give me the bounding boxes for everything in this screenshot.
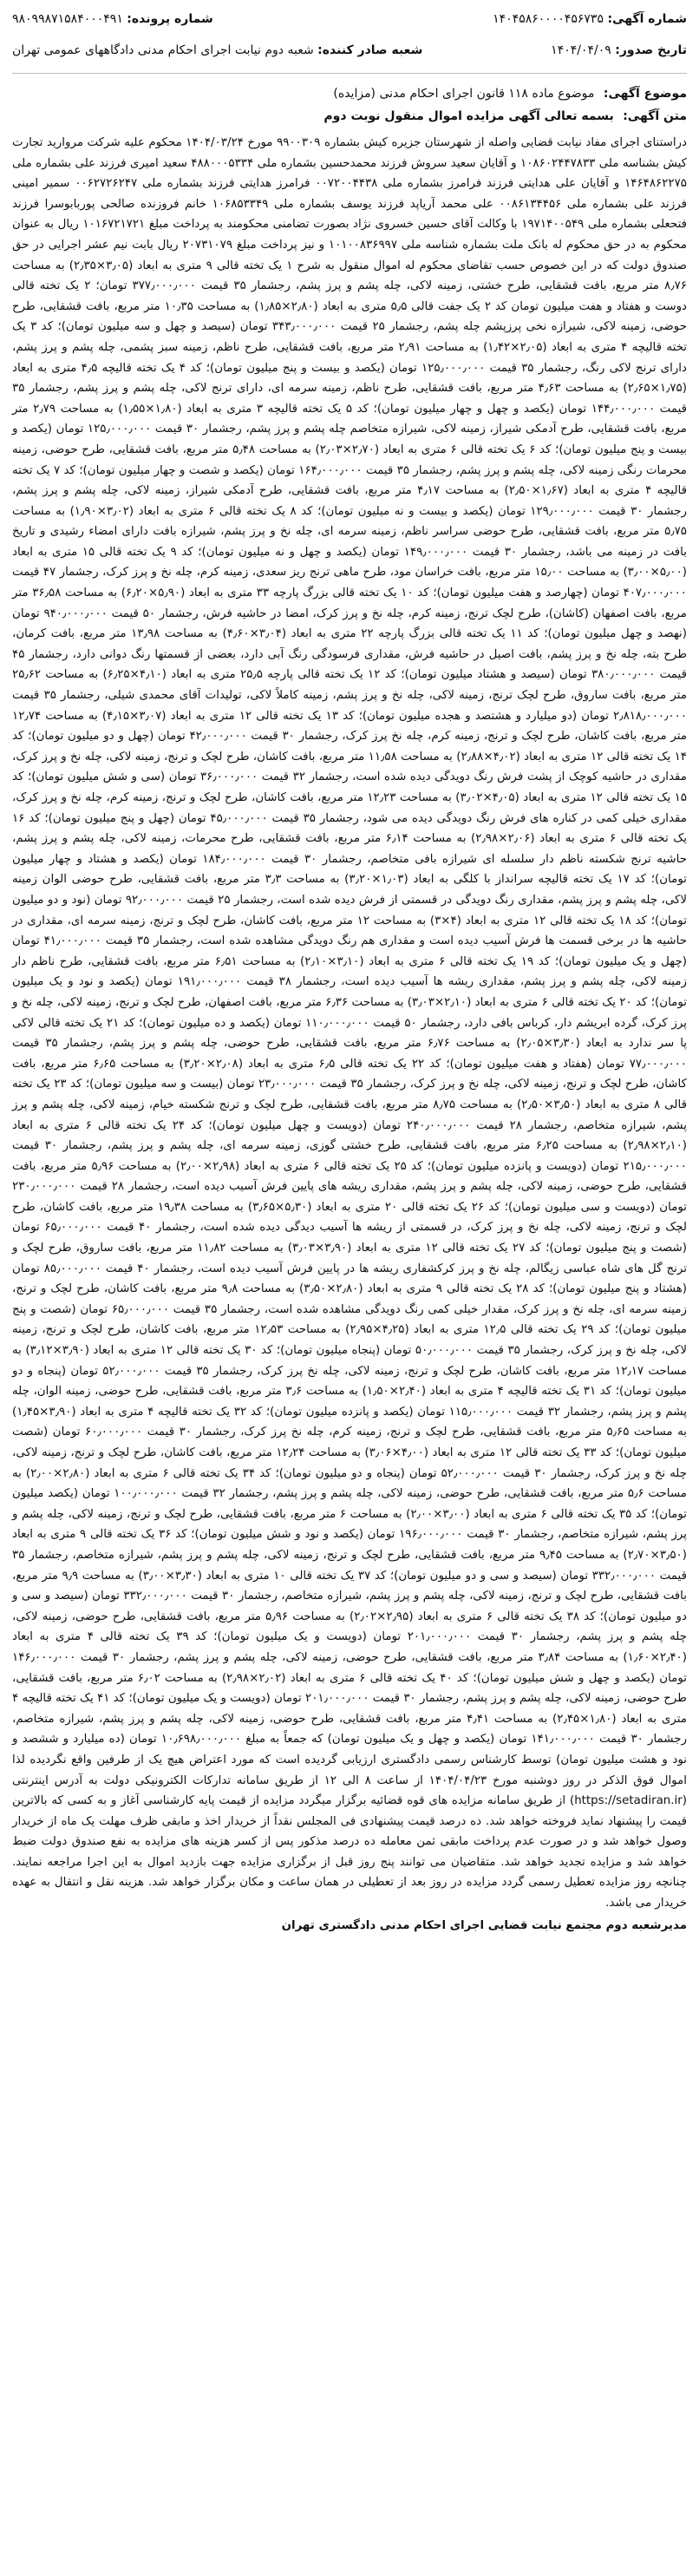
issuing-branch-label: شعبه صادر کننده: — [317, 43, 423, 57]
case-number-label: شماره پرونده: — [127, 12, 213, 26]
notice-number-label: شماره آگهی: — [607, 12, 687, 26]
notice-number-row — [493, 12, 687, 26]
subject-label: موضوع آگهی: — [603, 87, 687, 101]
notice-title: بسمه تعالی آگهی مزایده اموال منقول نوبت دوم — [323, 109, 614, 123]
notice-meta — [12, 82, 687, 128]
notice-body: دراستنای اجرای مفاد نیابت قضایی واصله از شهرستان جزیره کیش بشماره ۹۹۰۰۳۰۹ مورخ ۱۴۰۴/۰۳/۲۴ محکوم علیه شرکت مروارید تجارت کیش بشناسه ملی ۱۰۸۶۰۲۴۴۷۸۳۳ و آقایان سعید سروش فرزند محمدحسین بشماره ملی ۴۸۸۰۰۰۵۳۳۴ سعید امیری فرزند علی بشماره ملی ۱۴۶۴۸۶۲۲۷۵ و آقایان علی هدایتی فرزند فرامرز بشماره ملی ۰۰۷۲۰۰۴۴۳۸ فرامرز هدایتی فرزند بشماره ملی ۰۰۶۲۷۲۶۲۴۷ سمیر امینی فرزند علی بشماره ملی ۰۰۸۶۱۳۴۴۵۶ علی محمد آریاپد فرزند یوسف بشماره ملی ۱۰۶۸۵۳۳۴۹ خانم فروزنده صالحی پوربابوسرا فرزند فتحعلی بشماره ملی ۱۹۷۱۴۰۰۵۴۹ با وکالت آقای حسین خسروی نژاد بصورت تضامنی محکومند به پرداخت مبلغ ۱۰۱۶۷۲۱۷۲۱ ریال به عنوان محکوم به در حق محکوم له بانک ملت بشماره شناسه ملی ۱۰۱۰۰۸۳۶۹۹۷ و نیز پرداخت مبلغ ۲۰۷۳۱۰۷۹ ریال بابت نیم عشر اجرایی در حق صندوق دولت که در این خصوص حسب تقاضای محکوم له اموال منقول به شرح ۱ یک تخته قالی ۹ متری به ابعاد (۳٫۰۵×۲٫۳۵) به مساحت ۸٫۷۶ متر مربع، بافت قشقایی، طرح خشتی، زمینه لاکی، چله پشم و پرز پشم، رجشمار ۳۵ قیمت ۳۷۷٫۰۰۰٫۰۰۰ تومان؛ ۲ یک تخته قالی دوست و هفتاد و هفت میلیون تومان کد ۲ یک جفت قالی ۵٫۵ متری به ابعاد (۲٫۸۰×۱٫۸۵) به مساحت ۱۰٫۳۵ متر مربع، بافت قشقایی، طرح حوضی، زمینه لاکی، شیرازه نخی پرزپشم چله پشم، رجشمار ۲۵ قیمت ۳۴۳٫۰۰۰٫۰۰۰ تومان (سیصد و چهل و سه میلیون تومان)؛ کد ۳ یک تخته قالیچه ۴ متری به ابعاد (۲٫۰۵×۱٫۴۲) به مساحت ۲٫۹۱ متر مربع، بافت قشقایی، طرح ناظم، زمینه سبز پشمی، چله پشم و پرز پشم، دارای ترنج لاکی رنگ، رجشمار ۳۵ قیمت ۱۲۵٫۰۰۰٫۰۰۰ تومان (یکصد و بیست و پنج میلیون تومان)؛ کد ۴ یک تخته قالیچه ۴٫۵ متری به ابعاد (۱٫۷۵×۲٫۶۵) به مساحت ۴٫۶۳ متر مربع، بافت قشقایی، طرح ناظم، زمینه سرمه ای، دارای ترنج لاکی، چله پشم و پرز پشم، رجشمار ۳۵ قیمت ۱۴۴٫۰۰۰٫۰۰۰ تومان (یکصد و چهل و چهار میلیون تومان)؛ کد ۵ یک تخته قالیچه ۳ متری به ابعاد (۱٫۸۰×۱٫۵۵) به مساحت ۲٫۷۹ متر مربع، بافت قشقایی، طرح آدمکی شیراز، زمینه لاکی، شیرازه متخاصم چله پشم و پرز پشم، رجشمار ۳۰ قیمت ۱۲۵٫۰۰۰٫۰۰۰ تومان (یکصد و بیست و پنج میلیون تومان)؛ کد ۶ یک تخته قالی ۶ متری به ابعاد (۲٫۷۰×۲٫۰۳) به مساحت ۵٫۴۸ متر مربع، بافت قشقایی، طرح حوضی، زمینه محرمات رنگی زمینه لاکی، چله پشم و پرز پشم، رجشمار ۳۵ قیمت ۱۶۴٫۰۰۰٫۰۰۰ تومان (یکصد و شصت و چهار میلیون تومان)؛ کد ۷ یک تخته قالیچه ۴ متری به ابعاد (۱٫۶۷×۲٫۵۰) به مساحت ۴٫۱۷ متر مربع، بافت قشقایی، طرح آدمکی شیراز، زمینه لاکی، چله پشم و پرز پشم، رجشمار ۳۰ قیمت ۱۲۹٫۰۰۰٫۰۰۰ تومان (یکصد و بیست و نه میلیون تومان)؛ کد ۸ یک تخته قالی ۶ متری به ابعاد (۳٫۰۲×۱٫۹۰) به مساحت ۵٫۷۵ متر مربع، بافت قشقایی، طرح حوضی سراسر ناظم، زمینه سرمه ای، چله نخ و پرز پشم، شیرازه بافت دارای امضاء رشیدی و تاریخ بافت در زمینه می باشد، رجشمار ۳۰ قیمت ۱۴۹٫۰۰۰٫۰۰۰ تومان (یکصد و چهل و نه میلیون تومان)؛ کد ۹ یک تخته قالی ۱۵ متری به ابعاد (۵٫۰۰×۳٫۰۰) به مساحت ۱۵٫۰۰ متر مربع، بافت خراسان مود، طرح ماهی ترنج ریز سعدی، زمینه کرم، چله نخ و پرز کرک، رجشمار ۴۷ قیمت ۴۰۷٫۰۰۰٫۰۰۰ تومان (چهارصد و هفت میلیون تومان)؛ کد ۱۰ یک تخته قالی بزرگ پارچه ۳۳ متری به ابعاد (۵٫۹۰×۶٫۲۰) به مساحت ۳۶٫۵۸ متر مربع، بافت اصفهان (کاشان)، طرح لچک ترنج، زمینه کرم، چله نخ و پرز کرک، امضا در حاشیه فرش، رجشمار ۵۰ قیمت ۹۴۰٫۰۰۰٫۰۰۰ تومان (نهصد و چهل میلیون تومان)؛ کد ۱۱ یک تخته قالی بزرگ پارچه ۲۲ متری به ابعاد (۳٫۰۴×۴٫۶۰) به مساحت ۱۳٫۹۸ متر مربع، بافت کرمان، طرح بته، چله نخ و پرز پشم، بافت اصیل در حاشیه فرش، مقداری فرسودگی رنگ آبی دارد، بعضی از قسمتها رنگ دوانی دارد، رجشمار ۴۵ قیمت ۳۸۰٫۰۰۰٫۰۰۰ تومان (سیصد و هشتاد میلیون تومان)؛ کد ۱۲ یک تخته قالی پارچه ۲۵٫۵ متری به ابعاد (۴٫۱۰×۶٫۲۵) به مساحت ۲۵٫۶۲ متر مربع، بافت ساروق، طرح لچک ترنج، زمینه لاکی، چله نخ و پرز پشم، زمینه کاملاً لاکی، تولیدات آقای محمدی شیلی، رجشمار ۳۵ قیمت ۲٫۸۱۸٫۰۰۰٫۰۰۰ تومان (دو میلیارد و هشتصد و هجده میلیون تومان)؛ کد ۱۳ یک تخته قالی ۱۲ متری به ابعاد (۳٫۰۷×۴٫۱۵) به مساحت ۱۲٫۷۴ متر مربع، بافت کاشان، طرح لچک و ترنج، زمینه کرم، چله نخ پرز کرک، رجشمار ۳۰ قیمت ۴۲٫۰۰۰٫۰۰۰ تومان (چهل و دو میلیون تومان)؛ کد ۱۴ یک تخته قالی ۱۲ متری به ابعاد (۴٫۰۲×۲٫۸۸) به مساحت ۱۱٫۵۸ متر مربع، بافت کاشان، طرح لچک و ترنج، زمینه لاکی، چله نخ و پرز کرک، مقداری در حاشیه کوچک از پشت فرش رنگ دویدگی دیده شده است، رجشمار ۳۲ قیمت ۳۶٫۰۰۰٫۰۰۰ تومان (سی و شش میلیون تومان)؛ کد ۱۵ یک تخته قالی ۱۲ متری به ابعاد (۴٫۰۵×۳٫۰۲) به مساحت ۱۲٫۲۳ متر مربع، بافت کاشان، طرح لچک و ترنج، زمینه کرم، چله نخ و پرز کرک، مقداری خیلی کمی در کناره های فرش رنگ دویدگی دیده می شود، رجشمار ۳۵ قیمت ۴۵٫۰۰۰٫۰۰۰ تومان (چهل و پنج میلیون تومان)؛ کد ۱۶ یک تخته قالی ۶ متری به ابعاد (۲٫۰۶×۲٫۹۸) به مساحت ۶٫۱۴ متر مربع، بافت قشقایی، طرح محرمات، زمینه لاکی، چله پشم و پرز پشم، حاشیه ترنج شکسته ناظم دار سلسله ای شیرازه بافی متخاصم، رجشمار ۳۰ قیمت ۱۸۴٫۰۰۰٫۰۰۰ تومان (یکصد و هشتاد و چهار میلیون تومان)؛ کد ۱۷ یک تخته قالیچه سرانداز با کلگی به ابعاد (۱٫۰۳×۳٫۲۰) به مساحت ۳٫۳ متر مربع، بافت قشقایی، طرح حوضی الوان زمینه لاکی، چله پشم و پرز پشم، مقداری رنگ دویدگی در قسمتی از فرش دیده شده است، رجشمار ۲۵ قیمت ۹۲٫۰۰۰٫۰۰۰ تومان (نود و دو میلیون تومان)؛ کد ۱۸ یک تخته قالی ۱۲ متری به ابعاد (۴×۳) به مساحت ۱۲ متر مربع، بافت کاشان، طرح لچک و ترنج، زمینه سرمه ای، مقداری در حاشیه ها در برخی قسمت ها فرش آسیب دیده است و مقداری هم رنگ دویدگی مشاهده شده است، رجشمار ۳۵ قیمت ۴۱٫۰۰۰٫۰۰۰ تومان (چهل و یک میلیون تومان)؛ کد ۱۹ یک تخته قالی ۶ متری به ابعاد (۳٫۱۰×۲٫۱۰) به مساحت ۶٫۵۱ متر مربع، بافت قشقایی، طرح ناظم دار زمینه لاکی، چله پشم و پرز پشم، مقداری ریشه ها آسیب دیده است، رجشمار ۳۸ قیمت ۱۹۱٫۰۰۰٫۰۰۰ تومان (یکصد و نود و یک میلیون تومان)؛ کد ۲۰ یک تخته قالی ۶ متری به ابعاد (۲٫۱۰×۳٫۰۳) به مساحت ۶٫۳۶ متر مربع، بافت اصفهان، طرح لچک و ترنج، زمینه لاکی، چله نخ و پرز کرک، گرده ابریشم دار، کرباس بافی دارد، رجشمار ۵۰ قیمت ۱۱۰٫۰۰۰٫۰۰۰ تومان (یکصد و ده میلیون تومان)؛ کد ۲۱ یک تخته قالی لاکی پا سر ندارد به ابعاد (۳٫۳۰×۲٫۰۵) به مساحت ۶٫۷۶ متر مربع، بافت قشقایی، طرح حوضی، چله پشم و پرز پشم، رجشمار ۳۵ قیمت ۷۷٫۰۰۰٫۰۰۰ تومان (هفتاد و هفت میلیون تومان)؛ کد ۲۲ یک تخته قالی ۶٫۵ متری به ابعاد (۲٫۰۸×۳٫۲۰) به مساحت ۶٫۶۵ متر مربع، بافت کاشان، طرح لچک و ترنج، زمینه لاکی، چله نخ و پرز کرک، رجشمار ۳۵ قیمت ۲۳٫۰۰۰٫۰۰۰ تومان (بیست و سه میلیون تومان)؛ کد ۲۳ یک تخته قالی ۸ متری به ابعاد (۳٫۵۰×۲٫۵۰) به مساحت ۸٫۷۵ متر مربع، بافت قشقایی، طرح لچک و ترنج شکسته خیام، زمینه لاکی، چله پشم و پرز پشم، شیرازه متخاصم، رجشمار ۲۸ قیمت ۲۴۰٫۰۰۰٫۰۰۰ تومان (دویست و چهل میلیون تومان)؛ کد ۲۴ یک تخته قالی ۶ متری به ابعاد (۲٫۱۰×۲٫۹۸) به مساحت ۶٫۲۵ متر مربع، بافت قشقایی، طرح خشتی گوزی، زمینه سرمه ای، چله پشم و پرز پشم، رجشمار ۳۰ قیمت ۲۱۵٫۰۰۰٫۰۰۰ تومان (دویست و پانزده میلیون تومان)؛ کد ۲۵ یک تخته قالی ۶ متری به ابعاد (۲٫۹۸×۲٫۰۰) به مساحت ۵٫۹۶ متر مربع، بافت قشقایی، طرح حوضی، زمینه لاکی، چله پشم و پرز پشم، مقداری ریشه های پایین فرش آسیب دیده است، رجشمار ۲۸ قیمت ۲۳۰٫۰۰۰٫۰۰۰ تومان (دویست و سی میلیون تومان)؛ کد ۲۶ یک تخته قالی ۲۰ متری به ابعاد (۵٫۳۰×۳٫۶۵) به مساحت ۱۹٫۳۸ متر مربع، بافت کاشان، طرح لچک و ترنج، زمینه لاکی، چله نخ و پرز کرک، در قسمتی از ریشه ها آسیب دیدگی دیده شده است، رجشمار ۴۰ قیمت ۶۵٫۰۰۰٫۰۰۰ تومان (شصت و پنج میلیون تومان)؛ کد ۲۷ یک تخته قالی ۱۲ متری به ابعاد (۳٫۹۰×۳٫۰۳) به مساحت ۱۱٫۸۲ متر مربع، بافت ساروق، طرح لچک و ترنج گل های شاه عباسی زیگالم، چله نخ و پرز کرکشفاری ریشه ها در پایین فرش آسیب دیده است، رجشمار ۴۰ قیمت ۸۵٫۰۰۰٫۰۰۰ تومان (هشتاد و پنج میلیون تومان)؛ کد ۲۸ یک تخته قالی ۹ متری به ابعاد (۲٫۸۰×۳٫۵۰) به مساحت ۹٫۸ متر مربع، بافت کاشان، طرح لچک و ترنج، زمینه سرمه ای، چله نخ و پرز کرک، مقدار خیلی کمی رنگ دویدگی مشاهده شده است، رجشمار ۳۵ قیمت ۶۵٫۰۰۰٫۰۰۰ تومان (شصت و پنج میلیون تومان)؛ کد ۲۹ یک تخته قالی ۱۲٫۵ متری به ابعاد (۴٫۲۵×۲٫۹۵) به مساحت ۱۲٫۵۳ متر مربع، بافت کاشان، طرح لچک و ترنج، زمینه لاکی، چله نخ و پرز کرک، رجشمار ۳۵ قیمت ۵۰٫۰۰۰٫۰۰۰ تومان (پنجاه میلیون تومان)؛ کد ۳۰ یک تخته قالی ۱۲ متری به ابعاد (۳٫۹۰×۳٫۱۲) به مساحت ۱۲٫۱۷ متر مربع، بافت کاشان، طرح لچک و ترنج، زمینه لاکی، چله نخ پرز کرک، رجشمار ۳۵ قیمت ۵۲٫۰۰۰٫۰۰۰ تومان (پنجاه و دو میلیون تومان)؛ کد ۳۱ یک تخته قالیچه ۴ متری به ابعاد (۲٫۴۰×۱٫۵۰) به مساحت ۳٫۶ متر مربع، بافت قشقایی، طرح حوضی، زمینه الوان، چله پشم و پرز پشم، رجشمار ۳۲ قیمت ۱۱۵٫۰۰۰٫۰۰۰ تومان (یکصد و پانزده میلیون تومان)؛ کد ۳۲ یک تخته قالیچه ۴ متری به ابعاد (۳٫۹۰×۱٫۴۵) به مساحت ۵٫۶۵ متر مربع، بافت قشقایی، طرح لچک و ترنج، زمینه کرم، چله نخ پرز کرک، رجشمار ۳۰ قیمت ۶۰٫۰۰۰٫۰۰۰ تومان (شصت میلیون تومان)؛ کد ۳۳ یک تخته قالی ۱۲ متری به ابعاد (۴٫۰۰×۳٫۰۶) به مساحت ۱۲٫۲۴ متر مربع، بافت کاشان، طرح لچک و ترنج، زمینه لاکی، چله نخ و پرز کرک، رجشمار ۳۰ قیمت ۵۲٫۰۰۰٫۰۰۰ تومان (پنجاه و دو میلیون تومان)؛ کد ۳۴ یک تخته قالی ۶ متری به ابعاد (۲٫۸۰×۲٫۰۰) به مساحت ۵٫۶ متر مربع، بافت قشقایی، طرح حوضی، زمینه لاکی، چله پشم و پرز پشم، رجشمار ۳۲ قیمت ۱۰۰٫۰۰۰٫۰۰۰ تومان (یکصد میلیون تومان)؛ کد ۳۵ یک تخته قالی ۶ متری به ابعاد (۳٫۰۰×۲٫۰۰) به مساحت ۶ متر مربع، بافت قشقایی، طرح لچک و ترنج، زمینه لاکی، چله پشم و پرز پشم، شیرازه متخاصم، رجشمار ۳۰ قیمت ۱۹۶٫۰۰۰٫۰۰۰ تومان (یکصد و نود و شش میلیون تومان)؛ کد ۳۶ یک تخته قالی ۹ متری به ابعاد (۳٫۵۰×۲٫۷۰) به مساحت ۹٫۴۵ متر مربع، بافت قشقایی، طرح لچک و ترنج، زمینه لاکی، چله پشم و پرز پشم، شیرازه متخاصم، رجشمار ۳۵ قیمت ۳۳۲٫۰۰۰٫۰۰۰ تومان (سیصد و سی و دو میلیون تومان)؛ کد ۳۷ یک تخته قالی ۱۰ متری به ابعاد (۳٫۳۰×۳٫۰۰) به مساحت ۹٫۹ متر مربع، بافت قشقایی، طرح لچک و ترنج، زمینه لاکی، چله پشم و پرز پشم، شیرازه متخاصم، رجشمار ۳۰ قیمت ۳۳۲٫۰۰۰٫۰۰۰ تومان (سیصد و سی و دو میلیون تومان)؛ کد ۳۸ یک تخته قالی ۶ متری به ابعاد (۲٫۹۵×۲٫۰۲) به مساحت ۵٫۹۶ متر مربع، بافت قشقایی، طرح حوضی، زمینه لاکی، چله پشم و پرز پشم، رجشمار ۳۰ قیمت ۲۰۱٫۰۰۰٫۰۰۰ تومان (دویست و یک میلیون تومان)؛ کد ۳۹ یک تخته قالی ۴ متری به ابعاد (۲٫۴۰×۱٫۶۰) به مساحت ۳٫۸۴ متر مربع، بافت قشقایی، طرح حوضی، زمینه لاکی، چله پشم و پرز پشم، رجشمار ۳۰ قیمت ۱۴۶٫۰۰۰٫۰۰۰ تومان (یکصد و چهل و شش میلیون تومان)؛ کد ۴۰ یک تخته قالی ۶ متری به ابعاد (۲٫۰۲×۲٫۹۸) به مساحت ۶٫۰۲ متر مربع، بافت قشقایی، طرح حوضی، زمینه لاکی، چله پشم و پرز پشم، رجشمار ۳۰ قیمت ۲۰۱٫۰۰۰٫۰۰۰ تومان (دویست و یک میلیون تومان)؛ کد ۴۱ یک تخته قالیچه ۴ متری به ابعاد (۱٫۸۰×۲٫۴۵) به مساحت ۴٫۴۱ متر مربع، بافت قشقایی، طرح حوضی، زمینه لاکی، چله پشم و پرز پشم، شیرازه متخاصم، رجشمار ۳۰ قیمت ۱۴۱٫۰۰۰٫۰۰۰ تومان (یکصد و چهل و یک میلیون تومان) که جمعاً به مبلغ ۱۰٫۶۹۸٫۰۰۰٫۰۰۰ تومان (ده میلیارد و ششصد و نود و هشت میلیون تومان) توسط کارشناس رسمی دادگستری ارزیابی گردیده است که مورد اعتراض هیچ یک از طرفین واقع نگردیده لذا اموال فوق الذکر در روز دوشنبه مورخ ۱۴۰۴/۰۴/۲۳ از ساعت ۸ الی ۱۲ از طریق سامانه تدارکات الکترونیکی دولت به آدرس اینترنتی (https://setadiran.ir) از طریق سامانه مزایده های قوه قضائیه برگزار میگردد مزایده از قیمت پایه کارشناسی آغاز و به کسی که بالاترین قیمت را پیشنهاد نماید فروخته خواهد شد. ده درصد قیمت پیشنهادی فی المجلس نقداً از خریدار اخذ و مابقی ظرف مهلت یک ماه از خریدار وصول خواهد شد و در صورت عدم پرداخت مابقی ثمن معامله ده درصد مذکور پس از کسر هزینه های مزایده به نفع صندوق دولت ضبط خواهد شد و مزایده تجدید خواهد شد. متقاضیان می توانند پنج روز قبل از برگزاری مزایده جهت بازدید اموال به این اجرا مراجعه نمایند. چنانچه روز مزایده تعطیل رسمی گردد مزایده در روز بعد از تعطیلی در همان ساعت و مکان برگزار خواهد شد. هزینه نقل و انتقال به عهده خریدار می باشد. — [12, 136, 688, 1911]
issue-date: ۱۴۰۴/۰۴/۰۹ — [551, 43, 611, 57]
subject-row — [12, 82, 687, 105]
issuing-branch-row — [12, 43, 422, 57]
issue-date-label: تاریخ صدور: — [615, 43, 687, 57]
case-number: ۹۸۰۹۹۸۷۱۵۸۴۰۰۰۴۹۱ — [12, 12, 123, 26]
text-title-row — [12, 105, 687, 128]
notice-number: ۱۴۰۴۵۸۶۰۰۰۰۴۵۶۷۳۵ — [493, 12, 604, 26]
text-label: متن آگهی: — [623, 109, 687, 123]
issuing-branch: شعبه دوم نیابت اجرای احکام مدنی دادگاههای عمومی تهران — [12, 43, 314, 57]
case-number-row — [12, 12, 213, 26]
signature: مدیرشعبه دوم مجتمع نیابت قضایی اجرای احکام مدنی دادگستری تهران — [281, 1918, 687, 1932]
issue-date-row — [551, 43, 687, 57]
notice-header — [12, 9, 687, 74]
subject-value: موضوع ماده ۱۱۸ قانون اجرای احکام مدنی (مزایده) — [333, 87, 595, 101]
